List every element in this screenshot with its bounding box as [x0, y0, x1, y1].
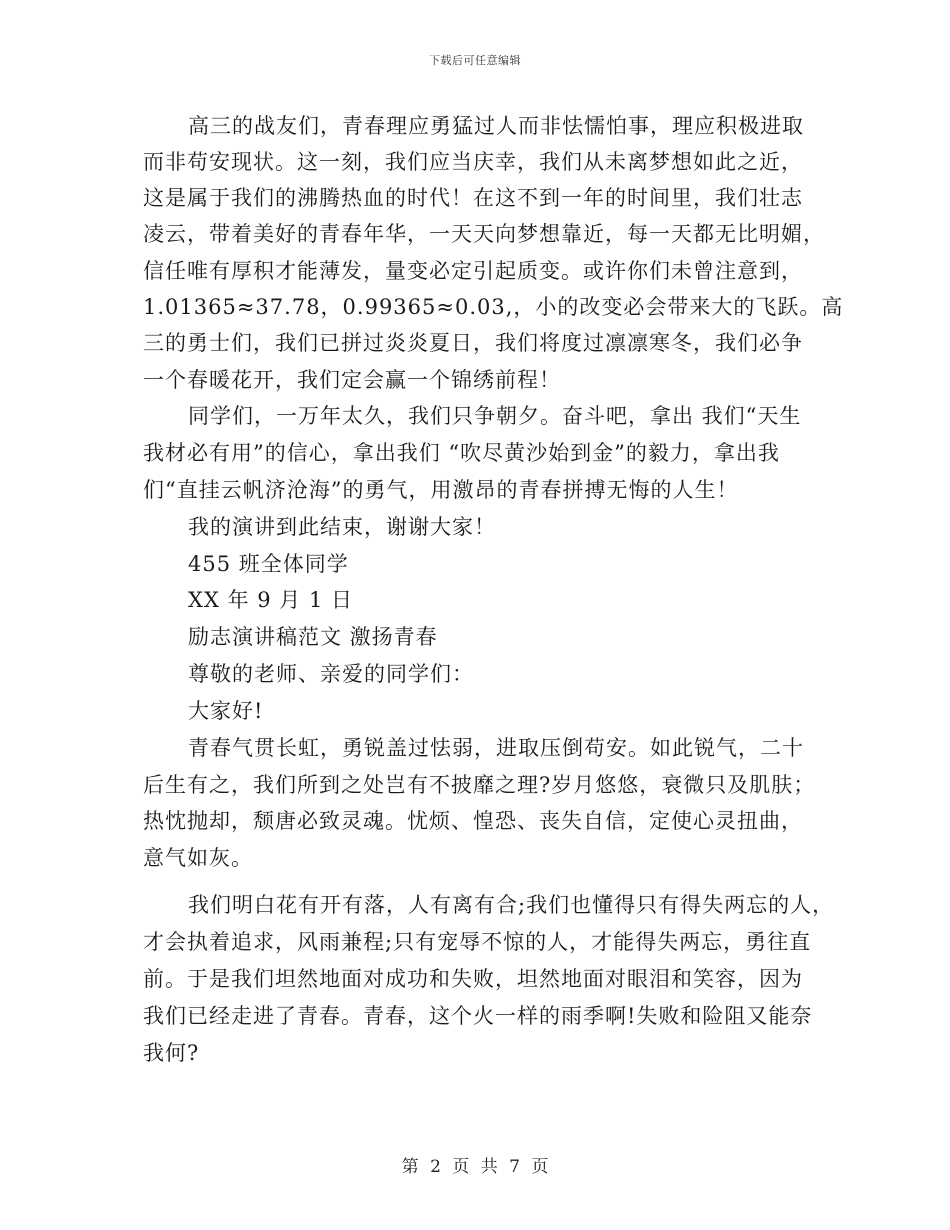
text-line: 我何?: [143, 1041, 200, 1065]
text-line: 一个春暖花开，我们定会赢一个锦绣前程！: [143, 368, 561, 392]
text-line: 才会执着追求，风雨兼程;只有宠辱不惊的人，才能得失两忘，勇往直: [143, 930, 812, 954]
text-line: 我的演讲到此结束，谢谢大家！: [188, 515, 496, 539]
page-footer: 第 2 页 共 7 页: [401, 1157, 549, 1177]
text-line: 信任唯有厚积才能薄发，量变必定引起质变。或许你们未曾注意到，: [143, 259, 803, 283]
text-line: 三的勇士们，我们已拼过炎炎夏日，我们将度过凛凛寒冬，我们必争: [143, 331, 803, 355]
signature-class: 455 班全体同学: [188, 552, 349, 576]
text-line: 热忱抛却，颓唐必致灵魂。忧烦、惶恐、丧失自信，定使心灵扭曲，: [143, 809, 803, 833]
signature-date: XX 年 9 月 1 日: [188, 588, 353, 612]
text-line: 青春气贯长虹，勇锐盖过怯弱，进取压倒苟安。如此锐气，二十: [188, 736, 804, 760]
text-line: 我们明白花有开有落，人有离有合;我们也懂得只有得失两忘的人，: [188, 893, 835, 917]
text-line: 而非苟安现状。这一刻，我们应当庆幸，我们从未离梦想如此之近，: [143, 150, 803, 174]
page-header: 下载后可任意编辑: [429, 54, 521, 67]
text-line: 1.01365≈37.78，0.99365≈0.03,，小的改变必会带来大的飞跃。高: [143, 295, 844, 319]
text-line: 凌云，带着美好的青春年华，一天天向梦想靠近，每一天都无比明媚，: [143, 222, 825, 246]
salutation: 尊敬的老师、亲爱的同学们：: [188, 662, 474, 686]
text-line: 高三的战友们，青春理应勇猛过人而非怯懦怕事，理应积极进取: [188, 114, 804, 138]
greeting: 大家好!: [188, 699, 264, 723]
text-line: 意气如灰。: [143, 846, 253, 870]
section-title: 励志演讲稿范文 激扬青春: [188, 625, 438, 649]
text-line: 我们已经走进了青春。青春，这个火一样的雨季啊!失败和险阻又能奈: [143, 1004, 813, 1028]
text-line: 同学们，一万年太久，我们只争朝夕。奋斗吧，拿出 我们“天生: [188, 404, 802, 428]
text-line: 们“直挂云帆济沧海”的勇气，用激昂的青春拼搏无悔的人生！: [143, 478, 739, 502]
text-line: 后生有之，我们所到之处岂有不披靡之理?岁月悠悠，衰微只及肌肤；: [143, 773, 816, 797]
text-line: 我材必有用”的信心，拿出我们 “吹尽黄沙始到金”的毅力，拿出我: [143, 441, 780, 465]
text-line: 这是属于我们的沸腾热血的时代！在这不到一年的时间里，我们壮志: [143, 186, 803, 210]
text-line: 前。于是我们坦然地面对成功和失败，坦然地面对眼泪和笑容，因为: [143, 967, 803, 991]
